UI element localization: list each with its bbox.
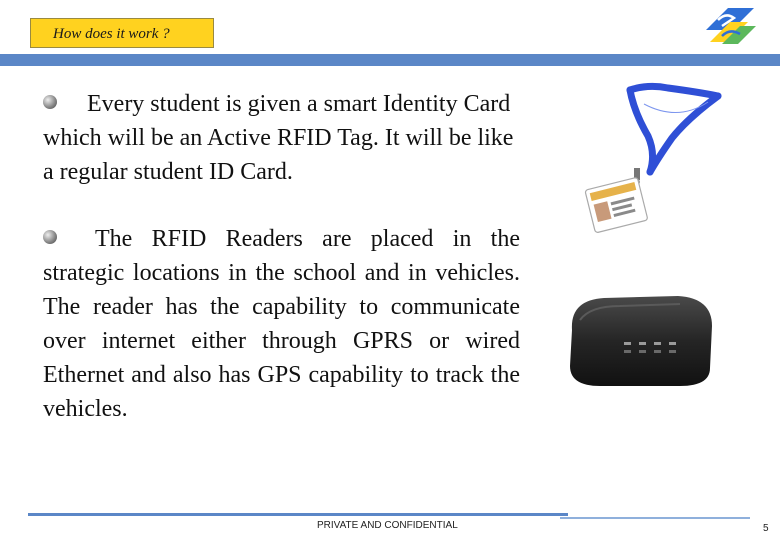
header-accent-bar — [0, 54, 780, 66]
id-card-lanyard-image — [568, 78, 723, 238]
paragraph-rfid-readers-text: The RFID Readers are placed in the strategic locations in the school and in vehicles. The reader has the capability to communicate over internet either through GPRS or wired Ethernet and also has GPS capability to track the vehicles. — [43, 226, 520, 422]
footer-confidential: PRIVATE AND CONFIDENTIAL — [317, 520, 458, 531]
slide-title: How does it work ? — [53, 26, 170, 42]
page-number: 5 — [763, 523, 769, 534]
bullet-icon — [43, 95, 57, 109]
footer-divider-secondary — [560, 517, 750, 519]
footer-divider — [28, 513, 568, 516]
paragraph-id-card — [43, 87, 520, 189]
paragraph-rfid-readers — [43, 222, 520, 426]
rfid-reader-image — [560, 290, 720, 390]
slide-title-box — [30, 18, 214, 48]
paragraph-id-card-text: Every student is given a smart Identity Card which will be an Active RFID Tag. It will be like a regular student ID Card. — [43, 91, 514, 185]
company-logo — [700, 0, 760, 50]
bullet-icon — [43, 230, 57, 244]
